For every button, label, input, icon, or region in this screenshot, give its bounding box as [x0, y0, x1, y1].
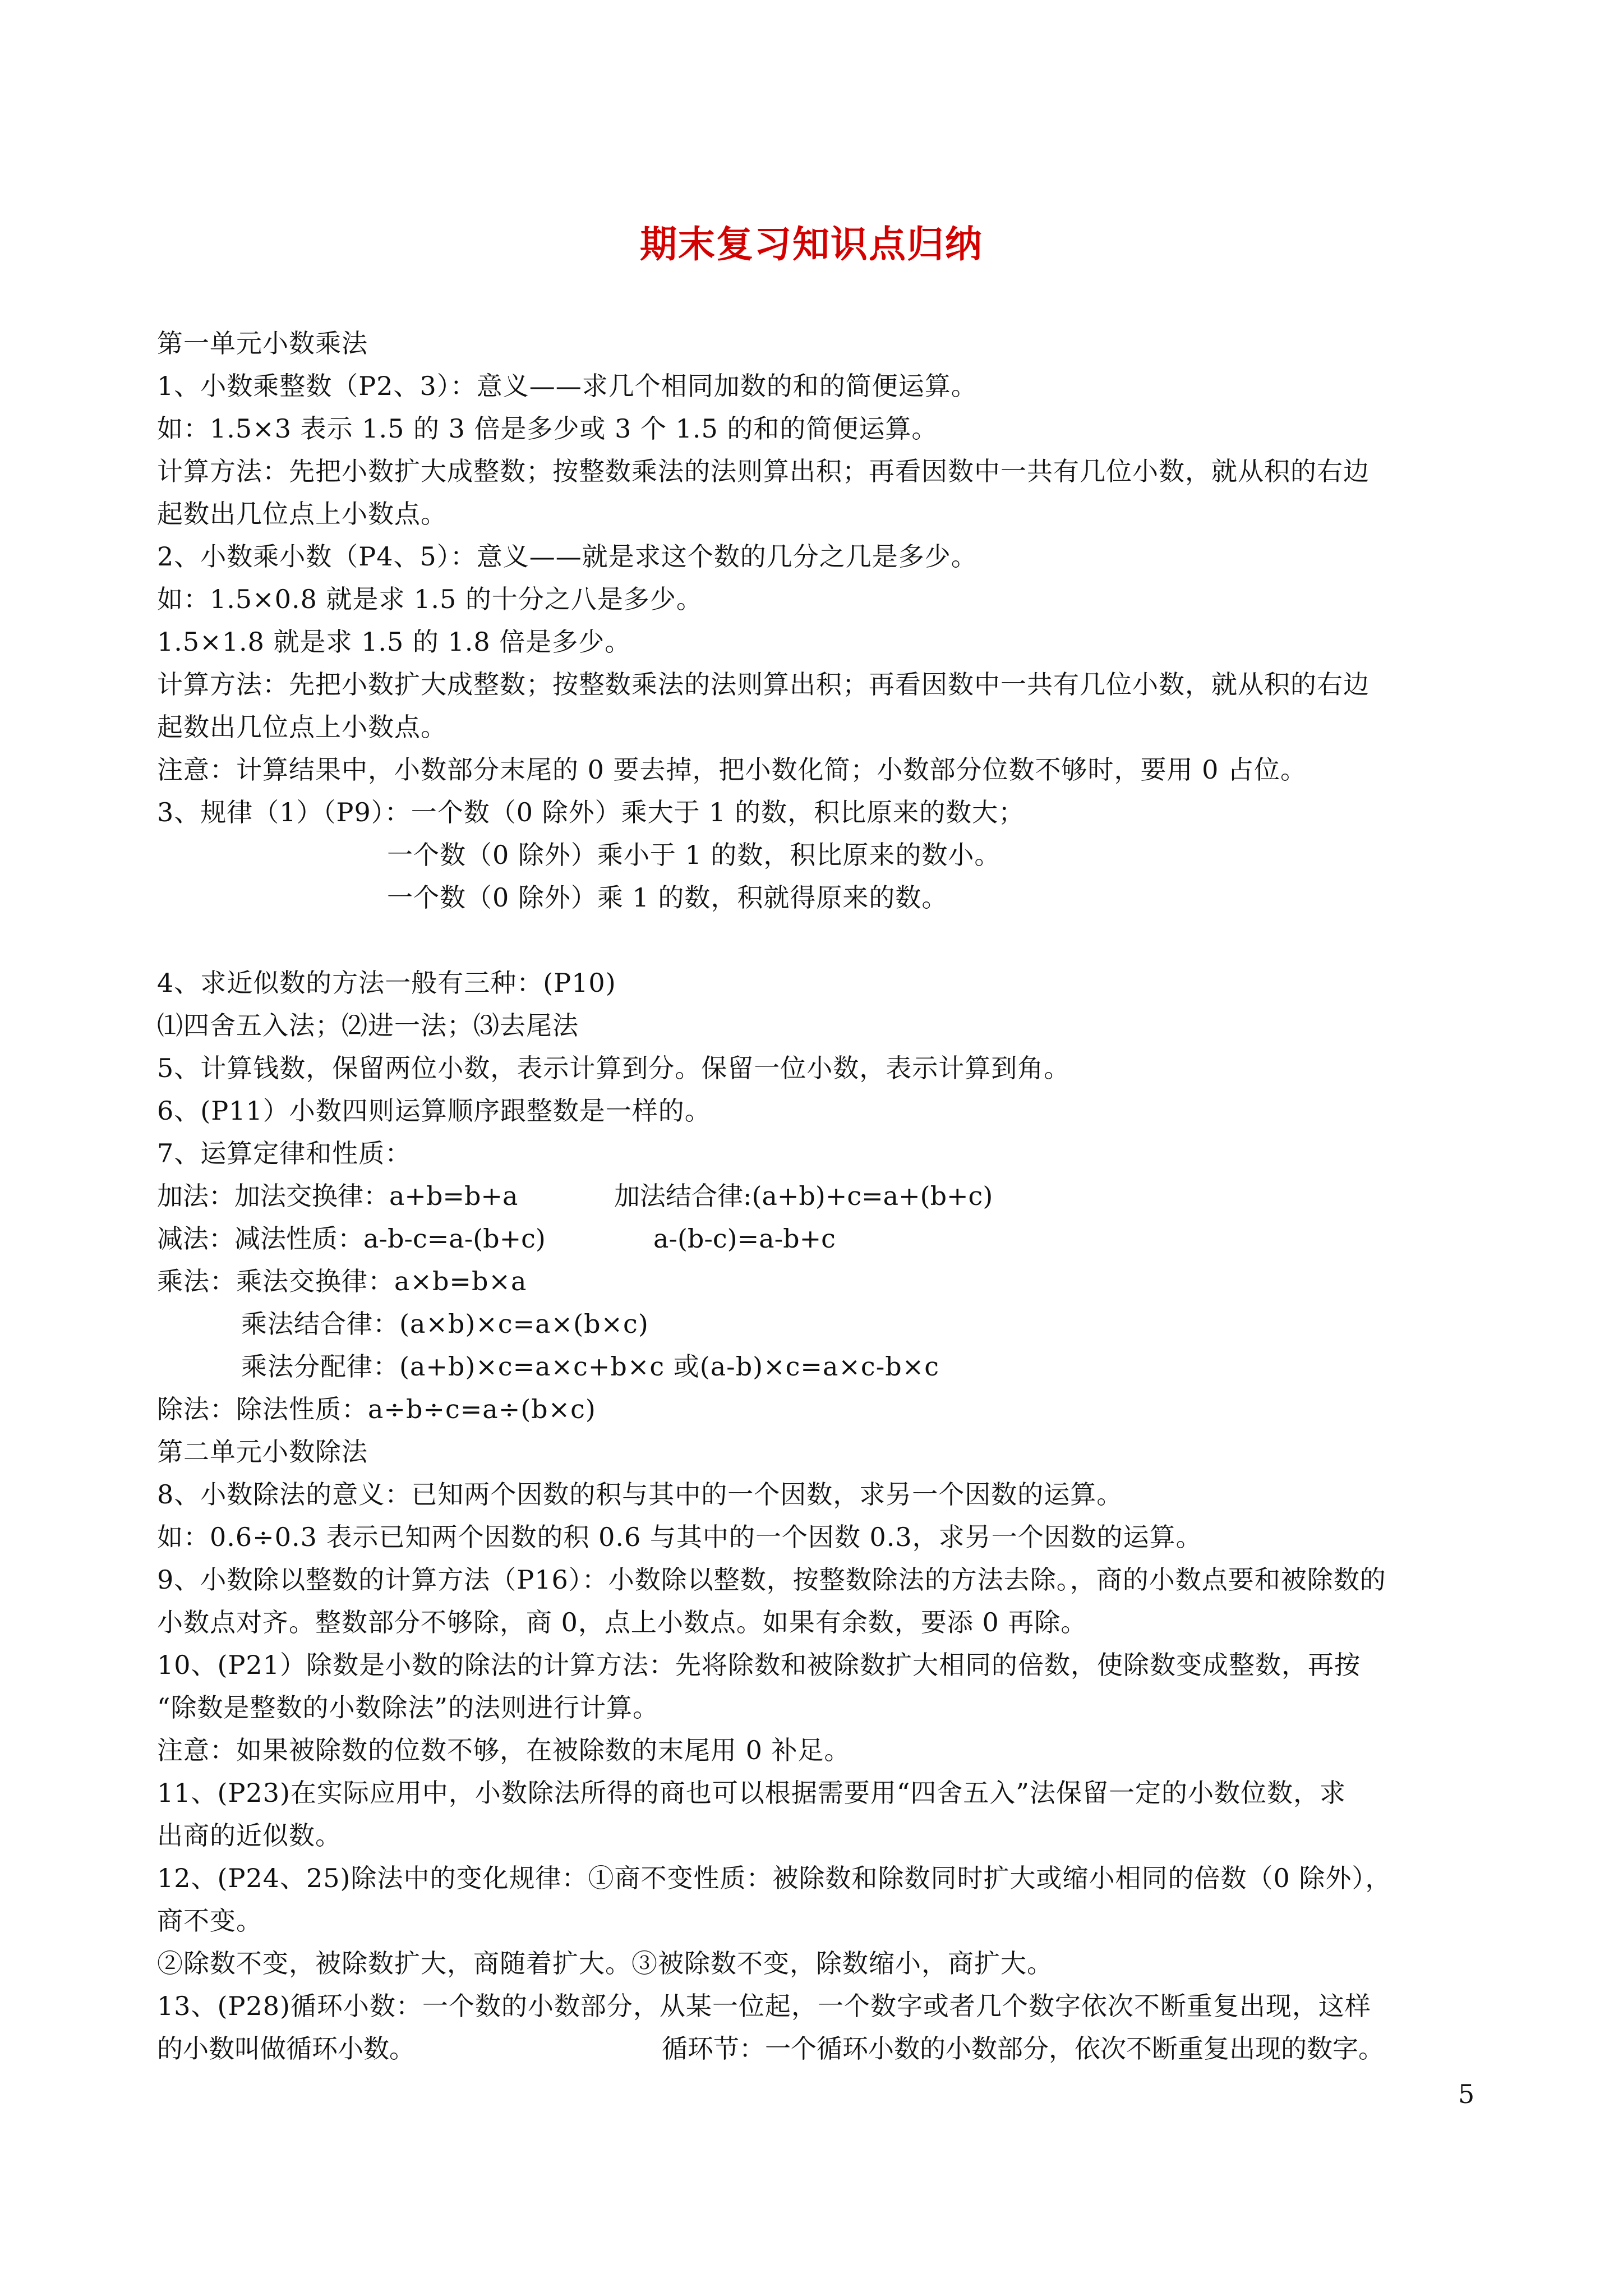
formula-subtraction-property: 减法：减法性质：a-b-c=a-(b+c) — [157, 1223, 546, 1254]
formula-addition-associative: 加法结合律:(a+b)+c=a+(b+c) — [614, 1181, 993, 1211]
text-line: ②除数不变，被除数扩大，商随着扩大。③被除数不变，除数缩小，商扩大。 — [157, 1948, 1053, 1978]
page-title: 期末复习知识点归纳 — [640, 222, 983, 266]
text-line: 1.5×1.8 就是求 1.5 的 1.8 倍是多少。 — [157, 627, 631, 657]
text-line: “除数是整数的小数除法”的法则进行计算。 — [157, 1692, 660, 1723]
text-line: 如：1.5×3 表示 1.5 的 3 倍是多少或 3 个 1.5 的和的简便运算。 — [157, 413, 938, 444]
text-line: 如：0.6÷0.3 表示已知两个因数的积 0.6 与其中的一个因数 0.3，求另一个因数的运算。 — [157, 1522, 1202, 1552]
text-line: 注意：计算结果中，小数部分末尾的 0 要去掉，把小数化简；小数部分位数不够时，要用 0 占位。 — [157, 754, 1307, 785]
formula-addition-commutative: 加法：加法交换律：a+b=b+a — [157, 1181, 518, 1211]
formula-division-property: 除法：除法性质：a÷b÷c=a÷(b×c) — [157, 1394, 596, 1424]
text-line: 注意：如果被除数的位数不够，在被除数的末尾用 0 补足。 — [157, 1735, 851, 1765]
text-line: 9、小数除以整数的计算方法（P16）：小数除以整数，按整数除法的方法去除。，商的小数点要和被除数的 — [157, 1565, 1386, 1595]
text-line: 一个数（0 除外）乘小于 1 的数，积比原来的数小。 — [387, 840, 1001, 870]
text-line: 起数出几位点上小数点。 — [157, 712, 447, 742]
text-line: 6、(P11）小数四则运算顺序跟整数是一样的。 — [157, 1096, 711, 1126]
section-heading-unit-2: 第二单元小数除法 — [157, 1437, 368, 1467]
text-line: 13、(P28)循环小数：一个数的小数部分，从某一位起，一个数字或者几个数字依次不断重复出现，这样 — [157, 1991, 1371, 2021]
text-line: 商不变。 — [157, 1906, 262, 1936]
text-line: 1、小数乘整数（P2、3）：意义——求几个相同加数的和的简便运算。 — [157, 371, 978, 401]
text-line: 11、(P23)在实际应用中，小数除法所得的商也可以根据需要用“四舍五入”法保留一定的小数位数，求 — [157, 1778, 1346, 1808]
formula-multiplication-commutative: 乘法：乘法交换律：a×b=b×a — [157, 1266, 527, 1296]
formula-multiplication-associative: 乘法结合律：(a×b)×c=a×(b×c) — [241, 1309, 649, 1339]
section-heading-unit-1: 第一单元小数乘法 — [157, 328, 368, 358]
text-line: 起数出几位点上小数点。 — [157, 499, 447, 529]
text-line: 5、计算钱数，保留两位小数，表示计算到分。保留一位小数，表示计算到角。 — [157, 1053, 1071, 1083]
text-line: 8、小数除法的意义：已知两个因数的积与其中的一个因数，求另一个因数的运算。 — [157, 1479, 1123, 1510]
text-line: 如：1.5×0.8 就是求 1.5 的十分之八是多少。 — [157, 584, 703, 614]
text-line: 的小数叫做循环小数。 — [157, 2033, 415, 2064]
text-line: 计算方法：先把小数扩大成整数；按整数乘法的法则算出积；再看因数中一共有几位小数，就从积的右边 — [157, 456, 1370, 486]
formula-subtraction-property-2: a-(b-c)=a-b+c — [653, 1223, 836, 1254]
text-line: 出商的近似数。 — [157, 1820, 342, 1851]
text-line: 小数点对齐。整数部分不够除，商 0，点上小数点。如果有余数，要添 0 再除。 — [157, 1607, 1087, 1637]
text-line: 3、规律（1）（P9）：一个数（0 除外）乘大于 1 的数，积比原来的数大； — [157, 797, 1025, 827]
text-line: 一个数（0 除外）乘 1 的数，积就得原来的数。 — [387, 882, 948, 913]
text-line: 10、(P21）除数是小数的除法的计算方法：先将除数和被除数扩大相同的倍数，使除数变成整数，再按 — [157, 1650, 1361, 1680]
text-line: 计算方法：先把小数扩大成整数；按整数乘法的法则算出积；再看因数中一共有几位小数，就从积的右边 — [157, 669, 1370, 700]
page-number: 5 — [1458, 2079, 1475, 2109]
text-line: 4、求近似数的方法一般有三种：(P10) — [157, 968, 616, 998]
text-line: 12、(P24、25)除法中的变化规律：①商不变性质：被除数和除数同时扩大或缩小相同的倍数（0 除外）， — [157, 1863, 1392, 1893]
text-line: 2、小数乘小数（P4、5）：意义——就是求这个数的几分之几是多少。 — [157, 541, 978, 572]
text-line: ⑴四舍五入法；⑵进一法；⑶去尾法 — [157, 1010, 579, 1041]
formula-multiplication-distributive: 乘法分配律：(a+b)×c=a×c+b×c 或(a-b)×c=a×c-b×c — [241, 1351, 939, 1382]
text-line: 7、运算定律和性质： — [157, 1138, 412, 1168]
text-line: 循环节：一个循环小数的小数部分，依次不断重复出现的数字。 — [662, 2033, 1384, 2064]
